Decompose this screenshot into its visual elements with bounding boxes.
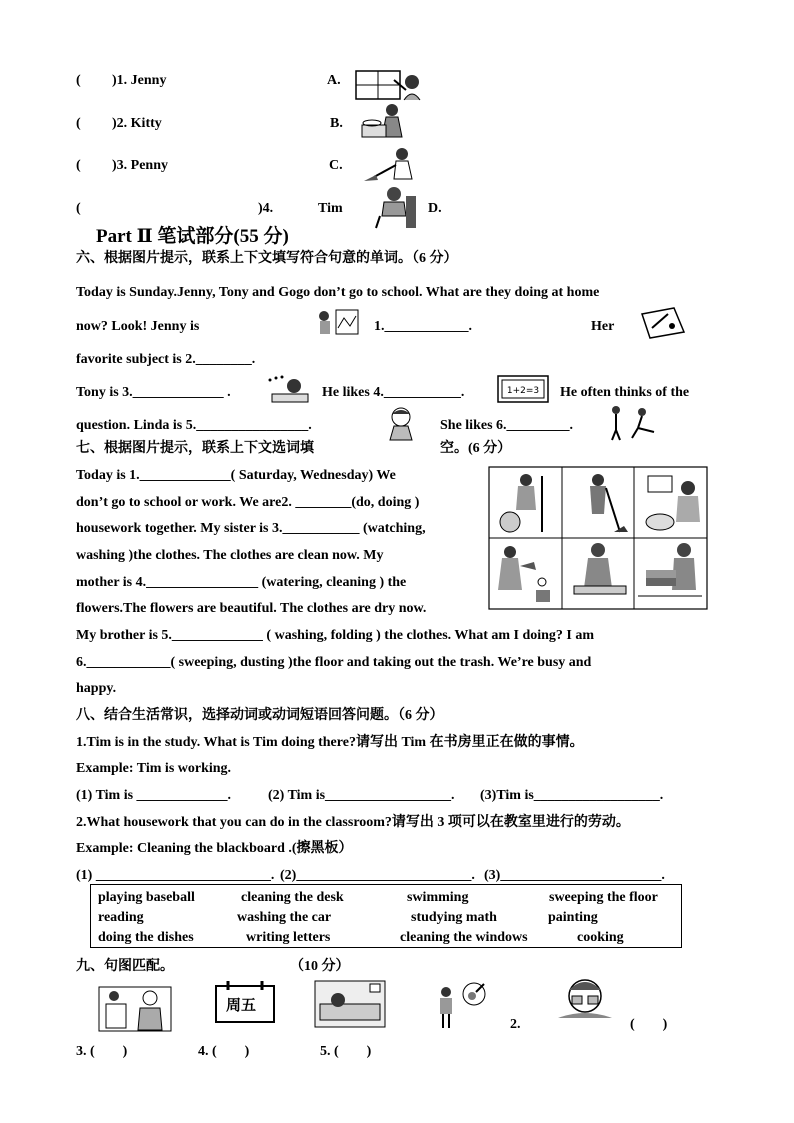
sec6-line3: favorite subject is 2.________. (76, 352, 256, 367)
section-6-heading: 六、根据图片提示，联系上下文填写符合句意的单词。（6 分） (76, 251, 458, 266)
picture-d-chair (370, 186, 422, 230)
sec7-line7: My brother is 5._____________ ( washing, folding ) the clothes. What am I doing? I am (76, 628, 595, 643)
sec8-answer-2-3[interactable]: (3)_______________________. (484, 868, 665, 883)
painting-people-picture (98, 986, 172, 1032)
kungfu-picture (608, 404, 658, 442)
sec7-line9: happy. (76, 681, 117, 696)
match-1-letter: A. (327, 73, 341, 88)
match-2-paren: ( (76, 116, 81, 131)
word-bank-item: doing the dishes (98, 930, 194, 945)
section-7-heading-b: 空。(6 分） (440, 441, 512, 456)
painting-picture (314, 308, 362, 336)
sec9-item-4[interactable]: 4. ( ) (198, 1044, 250, 1059)
sleeping-picture (314, 980, 386, 1028)
art-book-picture (638, 306, 686, 340)
sec8-answer-1-2[interactable]: (2) Tim is__________________. (268, 788, 455, 803)
sec6-line4b: He likes 4.___________. (322, 385, 465, 400)
sec8-answer-1-3[interactable]: (3)Tim is__________________. (480, 788, 664, 803)
match-3-label: )3. Penny (112, 158, 168, 173)
sec8-answer-2-1[interactable]: (1) _________________________. (76, 868, 275, 883)
word-bank-item: sweeping the floor (549, 890, 658, 905)
section-9-heading: 九、句图匹配。 (76, 959, 174, 974)
word-bank-item: swimming (407, 890, 469, 905)
word-bank-item: studying math (411, 910, 497, 925)
svg-text:1+2=3: 1+2=3 (506, 386, 540, 396)
match-1-label: )1. Jenny (112, 73, 167, 88)
picture-b-dishes (358, 103, 410, 139)
match-4-name: Tim (318, 201, 343, 216)
picture-c-sweeping (360, 147, 426, 183)
match-4-paren: ( (76, 201, 81, 216)
word-bank-item: cooking (577, 930, 624, 945)
sec7-line1: Today is 1._____________( Saturday, Wednesday) We (76, 468, 396, 483)
match-2-label: )2. Kitty (112, 116, 162, 131)
section-7-heading-a: 七、根据图片提示，联系上下文选词填 (76, 441, 314, 456)
match-3-letter: C. (329, 158, 343, 173)
word-bank-item: cleaning the desk (241, 890, 344, 905)
sec6-line2a: now? Look! Jenny is (76, 319, 200, 334)
sec7-line6: flowers.The flowers are beautiful. The clothes are dry now. (76, 601, 427, 616)
sec6-line5b: She likes 6._________. (440, 418, 574, 433)
sec8-answer-1-1[interactable]: (1) Tim is _____________. (76, 788, 232, 803)
sec7-line4: washing )the clothes. The clothes are clean now. My (76, 548, 384, 563)
word-bank-item: writing letters (246, 930, 331, 945)
girl-picture (382, 406, 420, 442)
crying-boy-picture (552, 974, 618, 1020)
picture-a-window-cleaning (354, 68, 426, 102)
sec8-question-1: 1.Tim is in the study. What is Tim doing there?请写出 Tim 在书房里正在做的事情。 (76, 735, 584, 750)
sec8-example-2: Example: Cleaning the blackboard .(擦黑板） (76, 841, 353, 856)
sec8-answer-2-2[interactable]: (2)_________________________. (280, 868, 475, 883)
match-3-paren: ( (76, 158, 81, 173)
sec7-line8: 6.____________( sweeping, dusting )the floor and taking out the trash. We’re busy and (76, 655, 592, 670)
thinking-picture (264, 374, 310, 404)
section-9-points: （10 分） (290, 959, 350, 974)
sec9-item-3[interactable]: 3. ( ) (76, 1044, 128, 1059)
sec9-item-2: 2. (510, 1017, 521, 1032)
match-1-paren: ( (76, 73, 81, 88)
word-bank-item: washing the car (237, 910, 332, 925)
section-8-heading: 八、结合生活常识，选择动词或动词短语回答问题。（6 分） (76, 708, 444, 723)
sec6-line2c: Her (591, 319, 615, 334)
guitar-picture (434, 982, 490, 1030)
word-bank-item: painting (548, 910, 598, 925)
match-4-letter: D. (428, 201, 442, 216)
housework-picture-grid (488, 466, 708, 610)
sec6-line5a: question. Linda is 5.________________. (76, 418, 312, 433)
sec7-line2: don’t go to school or work. We are2. ________(do, doing ) (76, 495, 420, 510)
match-4-label: )4. (258, 201, 274, 216)
sec8-example-1: Example: Tim is working. (76, 761, 232, 776)
sec7-line5: mother is 4.________________ (watering, cleaning ) the (76, 575, 407, 590)
math-book-picture (496, 374, 550, 404)
sec7-line3: housework together. My sister is 3.___________ (watching, (76, 521, 426, 536)
word-bank-item: cleaning the windows (400, 930, 528, 945)
word-bank-item: playing baseball (98, 890, 195, 905)
sec9-item-5[interactable]: 5. ( ) (320, 1044, 372, 1059)
calendar-text: 周五 (226, 996, 257, 1014)
sec6-line1: Today is Sunday.Jenny, Tony and Gogo don’t go to school. What are they doing at home (76, 285, 600, 300)
sec6-line4a: Tony is 3._____________ . (76, 385, 231, 400)
word-bank-box (90, 884, 682, 948)
part-2-title: Part Ⅱ 笔试部分(55 分) (96, 226, 289, 247)
sec6-blank1[interactable]: 1.____________. (374, 319, 472, 334)
sec9-item-2-paren[interactable]: ( ) (630, 1017, 668, 1032)
word-bank-item: reading (98, 910, 144, 925)
sec6-line4c: He often thinks of the (560, 385, 690, 400)
sec8-question-2: 2.What housework that you can do in the classroom?请写出 3 项可以在教室里进行的劳动。 (76, 815, 630, 830)
match-2-letter: B. (330, 116, 343, 131)
